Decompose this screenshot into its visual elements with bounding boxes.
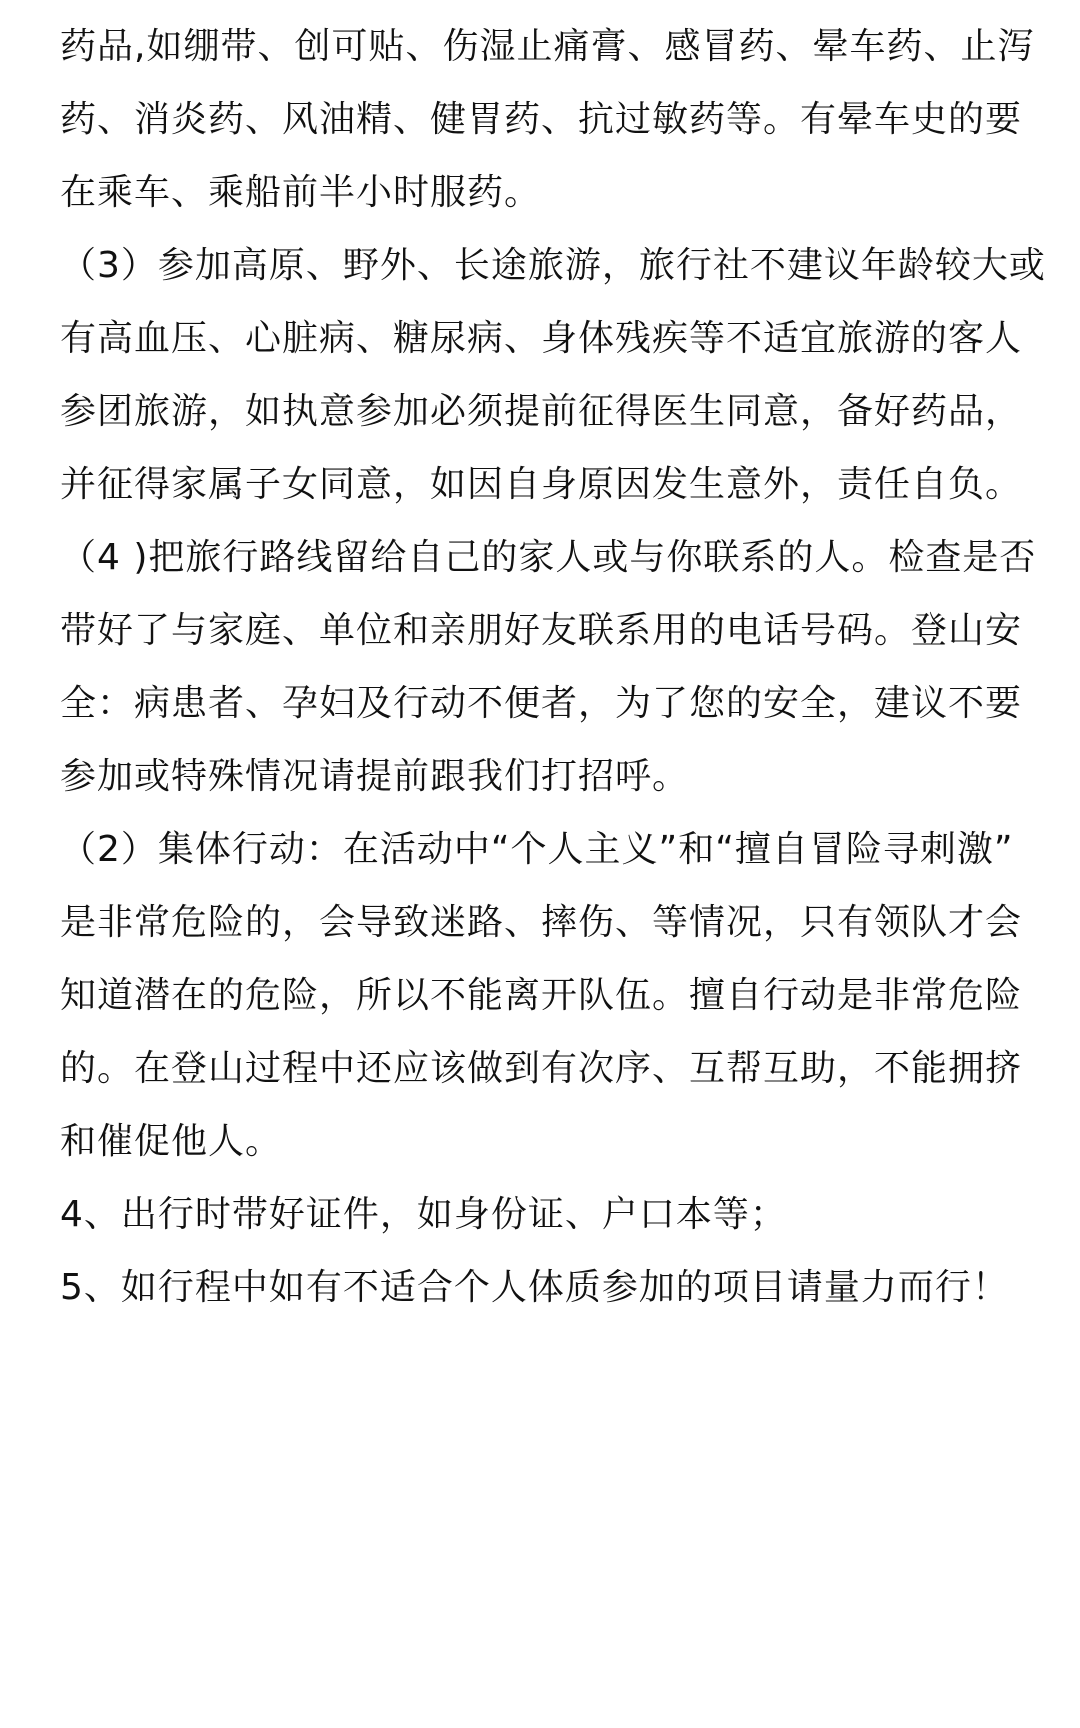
paragraph-medicine-list: [60, 10, 1035, 229]
text-line: 有高血压、心脏病、糖尿病、身体残疾等不适宜旅游的客人: [60, 318, 1023, 359]
text-line: 药、消炎药、风油精、健胃药、抗过敏药等。有晕车史的要: [60, 99, 1023, 140]
text-line: （3）参加高原、野外、长途旅游，旅行社不建议年龄较大或: [60, 245, 1046, 286]
text-line: 参加或特殊情况请提前跟我们打招呼。: [60, 756, 690, 797]
text-line: 和催促他人。: [60, 1121, 283, 1162]
text-line: （2）集体行动：在活动中“个人主义”和“擅自冒险寻刺激”: [60, 829, 1014, 870]
text-line: 带好了与家庭、单位和亲朋好友联系用的电话号码。登山安: [60, 610, 1023, 651]
text-line: （4 )把旅行路线留给自己的家人或与你联系的人。检查是否: [60, 537, 1037, 578]
text-line: 是非常危险的，会导致迷路、摔伤、等情况，只有领队才会: [60, 902, 1023, 943]
text-line: 药品,如绷带、创可贴、伤湿止痛膏、感冒药、晕车药、止泻: [60, 26, 1035, 67]
text-line: 4、出行时带好证件，如身份证、户口本等；: [60, 1194, 787, 1235]
paragraph-point-5-capacity: [60, 1251, 1026, 1324]
text-line: 的。在登山过程中还应该做到有次序、互帮互助，不能拥挤: [60, 1048, 1023, 1089]
paragraph-point-4-documents: [60, 1178, 1026, 1251]
paragraph-item-3-plateau-travel: [60, 229, 1046, 521]
text-line: 并征得家属子女同意，如因自身原因发生意外，责任自负。: [60, 464, 1023, 505]
text-line: 参团旅游，如执意参加必须提前征得医生同意，备好药品，: [60, 391, 1023, 432]
paragraph-item-4-route-and-safety: [60, 521, 1037, 813]
paragraph-item-2-group-action: [60, 813, 1026, 1178]
text-line: 知道潜在的危险，所以不能离开队伍。擅自行动是非常危险: [60, 975, 1023, 1016]
text-line: 在乘车、乘船前半小时服药。: [60, 172, 542, 213]
text-line: 全：病患者、孕妇及行动不便者，为了您的安全，建议不要: [60, 683, 1023, 724]
document-page: [60, 10, 1046, 1324]
text-line: 5、如行程中如有不适合个人体质参加的项目请量力而行！: [60, 1267, 1009, 1308]
